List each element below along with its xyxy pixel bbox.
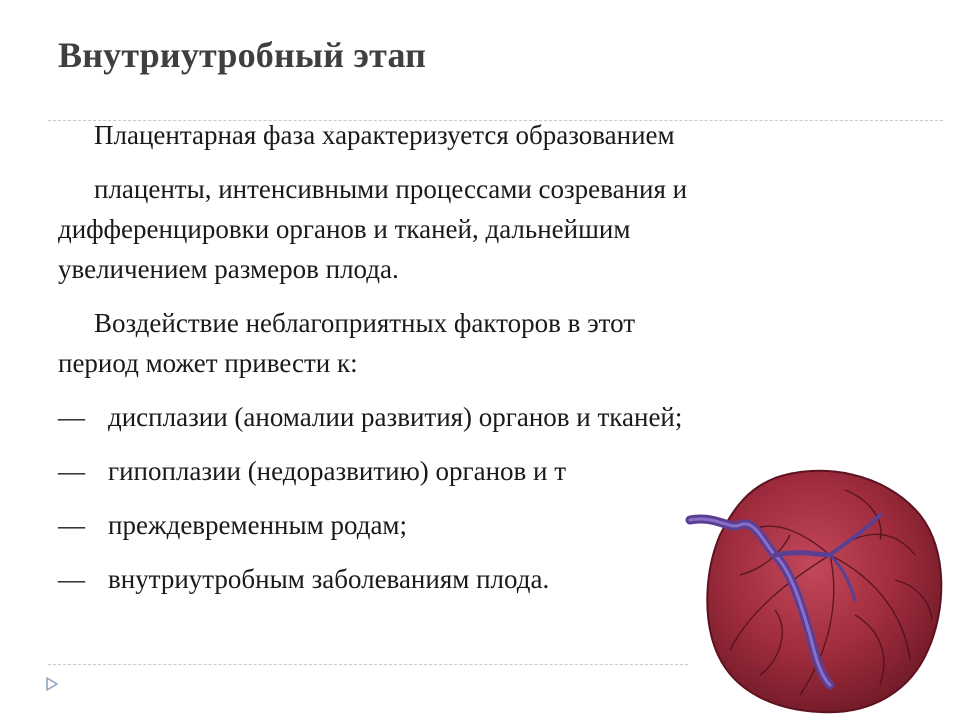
bullet-dash: — [58, 456, 85, 486]
bullet-dash: — [58, 510, 85, 540]
paragraph-2 [58, 169, 858, 289]
paragraph-3-line-1: Воздействие неблагоприятных факторов в этот [94, 308, 636, 338]
bullet-text: внутриутробным заболеваниям плода. [108, 564, 550, 594]
bullet-text: дисплазии (аномалии развития) органов и тканей; [108, 402, 683, 432]
paragraph-2-line-2: дифференцировки органов и тканей, дальнейшим [58, 214, 631, 244]
paragraph-1-line-1: Плацентарная фаза характеризуется образованием [94, 120, 675, 150]
bullet-dash: — [58, 402, 85, 432]
bottom-divider [48, 664, 688, 665]
paragraph-3-line-2: период может привести к: [58, 348, 358, 378]
paragraph-2-line-1: плаценты, интенсивными процессами созревания и [94, 174, 688, 204]
list-item [58, 397, 858, 437]
slide-title: Внутриутробный этап [58, 35, 427, 75]
paragraph-3 [58, 303, 858, 383]
bullet-text: преждевременным родам; [108, 510, 408, 540]
paragraph-1 [58, 115, 858, 155]
bullet-text: гипоплазии (недоразвитию) органов и т [108, 456, 567, 486]
paragraph-2-line-3: увеличением размеров плода. [58, 254, 399, 284]
placenta-illustration [680, 460, 950, 720]
triangle-right-icon[interactable] [44, 676, 60, 692]
bullet-dash: — [58, 564, 85, 594]
